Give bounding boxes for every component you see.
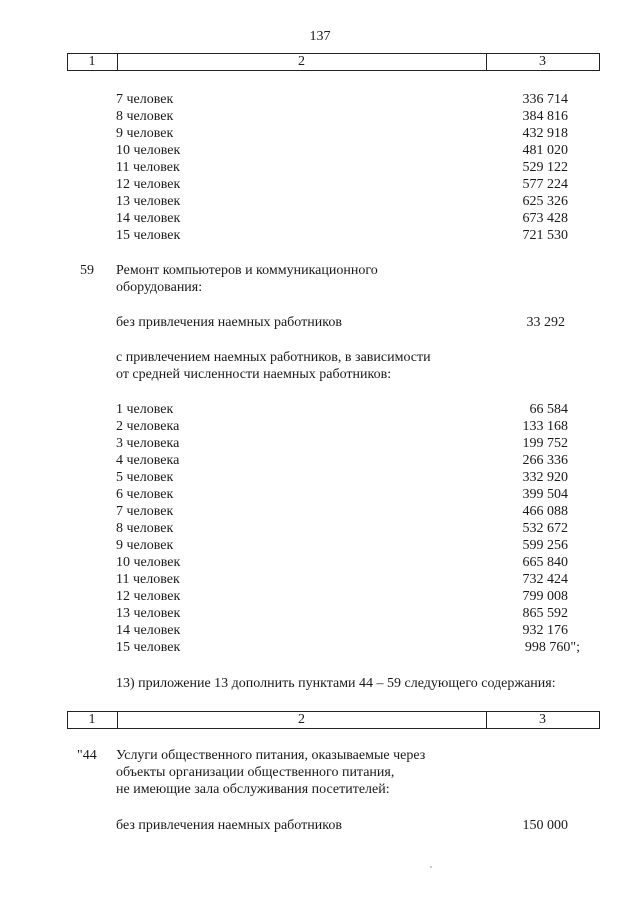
row-value: 865 592 <box>522 606 568 621</box>
row-value: 532 672 <box>522 521 568 536</box>
row-label: 10 человек <box>116 555 181 570</box>
row-label: 12 человек <box>116 589 181 604</box>
no-hire-label: без привлечения наемных работников <box>116 818 342 833</box>
row-label: 7 человек <box>116 92 174 107</box>
item-59-hire-line1: с привлечением наемных работников, в зависимости <box>116 350 431 365</box>
table-row <box>0 401 640 418</box>
item-59-number: 59 <box>80 263 94 278</box>
row-value: 332 920 <box>522 470 568 485</box>
table-row <box>0 435 640 452</box>
table-row <box>0 227 640 244</box>
row-value: 998 760"; <box>524 640 580 655</box>
row-label: 8 человек <box>116 521 174 536</box>
row-label: 1 человек <box>116 402 174 417</box>
item-59-title-line2: оборудования: <box>116 280 203 295</box>
header-col2: 2 <box>298 54 305 69</box>
row-value: 799 008 <box>522 589 568 604</box>
header-col3: 3 <box>539 712 546 727</box>
row-label: 3 человека <box>116 436 180 451</box>
row-label: 14 человек <box>116 211 181 226</box>
row-label: 15 человек <box>116 228 181 243</box>
row-label: 10 человек <box>116 143 181 158</box>
table-row <box>0 571 640 588</box>
row-value: 336 714 <box>522 92 568 107</box>
row-value: 466 088 <box>522 504 568 519</box>
row-label: 14 человек <box>116 623 181 638</box>
row-value: 384 816 <box>522 109 568 124</box>
header-col1: 1 <box>88 54 96 69</box>
table-row <box>0 554 640 571</box>
row-label: 12 человек <box>116 177 181 192</box>
header-col2: 2 <box>298 712 305 727</box>
no-hire-value: 33 292 <box>526 315 565 330</box>
row-label: 11 человек <box>116 160 180 175</box>
table-row <box>0 108 640 125</box>
row-label: 2 человека <box>116 419 180 434</box>
row-value: 66 584 <box>529 402 568 417</box>
row-label: 7 человек <box>116 504 174 519</box>
row-value: 133 168 <box>522 419 568 434</box>
table-row <box>0 622 640 639</box>
table-row <box>0 486 640 503</box>
table-row <box>0 176 640 193</box>
row-label: 15 человек <box>116 640 181 655</box>
row-value: 266 336 <box>522 453 568 468</box>
table-row <box>0 418 640 435</box>
row-label: 4 человека <box>116 453 180 468</box>
row-value: 673 428 <box>522 211 568 226</box>
row-label: 13 человек <box>116 194 181 209</box>
item-44-no-hire-row <box>0 817 640 834</box>
table-row <box>0 159 640 176</box>
row-value: 199 752 <box>522 436 568 451</box>
table-row <box>0 91 640 108</box>
table-row <box>0 588 640 605</box>
table-row <box>0 503 640 520</box>
row-value: 577 224 <box>522 177 568 192</box>
row-value: 399 504 <box>522 487 568 502</box>
table-row <box>0 520 640 537</box>
table-header-bottom <box>67 711 600 729</box>
row-value: 481 020 <box>522 143 568 158</box>
item-59-hire-line2: от средней численности наемных работников: <box>116 367 392 382</box>
row-label: 9 человек <box>116 126 174 141</box>
page-number: 137 <box>309 29 331 44</box>
amendment-text: 13) приложение 13 дополнить пунктами 44 – 59 следующего содержания: <box>116 676 556 691</box>
table-row <box>0 210 640 227</box>
header-col3: 3 <box>539 54 546 69</box>
table-header-top <box>67 53 600 71</box>
row-label: 9 человек <box>116 538 174 553</box>
row-value: 932 176 <box>522 623 568 638</box>
table-row <box>0 537 640 554</box>
row-value: 625 326 <box>522 194 568 209</box>
table-row <box>0 639 640 656</box>
row-label: 8 человек <box>116 109 174 124</box>
row-value: 529 122 <box>522 160 568 175</box>
no-hire-label: без привлечения наемных работников <box>116 315 342 330</box>
item-44-title-line2: объекты организации общественного питания, <box>116 765 395 780</box>
table-row <box>0 452 640 469</box>
table-row <box>0 469 640 486</box>
row-value: 432 918 <box>522 126 568 141</box>
header-col1: 1 <box>88 712 96 727</box>
table-row <box>0 193 640 210</box>
row-value: 732 424 <box>522 572 568 587</box>
row-value: 599 256 <box>522 538 568 553</box>
table-row <box>0 125 640 142</box>
row-value: 721 530 <box>522 228 568 243</box>
table-row <box>0 142 640 159</box>
row-label: 6 человек <box>116 487 174 502</box>
row-value: 665 840 <box>522 555 568 570</box>
scan-speck <box>430 866 432 868</box>
row-label: 13 человек <box>116 606 181 621</box>
no-hire-value: 150 000 <box>522 818 568 833</box>
item-59-title-line1: Ремонт компьютеров и коммуникационного <box>116 263 378 278</box>
item-44-title-line1: Услуги общественного питания, оказываемые через <box>116 748 426 763</box>
item-44-number: "44 <box>77 748 97 763</box>
table-row <box>0 605 640 622</box>
item-59-no-hire-row <box>0 314 640 331</box>
row-label: 5 человек <box>116 470 174 485</box>
row-label: 11 человек <box>116 572 180 587</box>
item-44-title-line3: не имеющие зала обслуживания посетителей: <box>116 782 390 797</box>
